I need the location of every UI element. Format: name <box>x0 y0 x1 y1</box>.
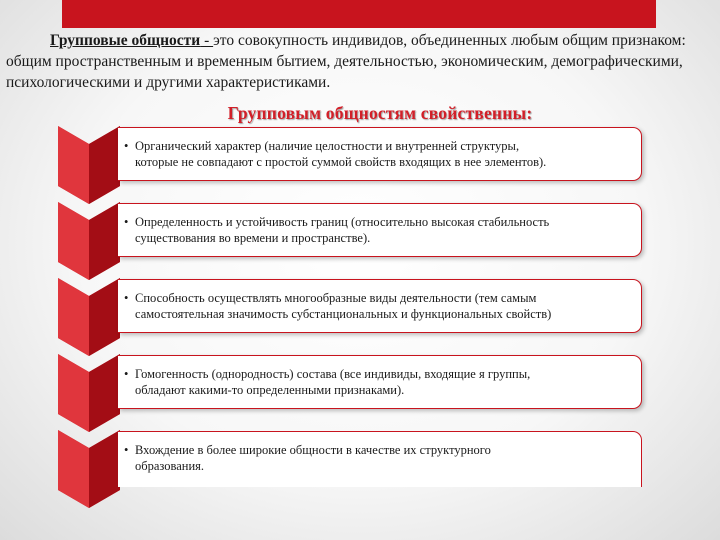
list-item-line1: Органический характер (наличие целостности и внутренней структуры, <box>135 139 520 153</box>
chevron-icon <box>58 278 120 356</box>
bullet-icon: • <box>124 139 129 153</box>
list-item-line2: самостоятельная значимость субстанциональных и функциональных свойств) <box>135 307 552 321</box>
list-item-line2: обладают какими-то определенными признаками). <box>135 383 405 397</box>
top-accent-bar <box>62 0 656 28</box>
chevron-icon <box>58 430 120 508</box>
definition-paragraph <box>6 30 714 93</box>
list-item-line1: Гомогенность (однородность) состава (все индивиды, входящие я группы, <box>135 367 531 381</box>
bullet-icon: • <box>124 215 129 229</box>
list-item <box>118 203 642 257</box>
list-item <box>118 355 642 409</box>
bullet-icon: • <box>124 291 129 305</box>
list-item-text <box>124 138 633 170</box>
bullet-icon: • <box>124 367 129 381</box>
list-item-line1: Способность осуществлять многообразные виды деятельности (тем самым <box>135 291 537 305</box>
bullet-icon: • <box>124 443 129 457</box>
list-item-line2: образования. <box>135 459 205 473</box>
list-item-line1: Вхождение в более широкие общности в качестве их структурного <box>135 443 491 457</box>
list-item <box>118 431 642 487</box>
list-item-line2: которые не совпадают с простой суммой свойств входящих в нее элементов). <box>135 155 547 169</box>
list-item-line2: существования во времени и пространстве). <box>135 231 371 245</box>
chevron-icon <box>58 354 120 432</box>
list-item-text <box>124 214 633 246</box>
definition-text: это совокупность индивидов, объединенных любым общим признаком: общим пространственным и временным бытием, деятельностью, экономическим, демографическими, психологическими и другими характеристиками. <box>6 32 686 91</box>
list-item-line1: Определенность и устойчивость границ (относительно высокая стабильность <box>135 215 550 229</box>
definition-dash: - <box>200 32 214 49</box>
list-item-text <box>124 442 633 474</box>
list-item <box>118 279 642 333</box>
definition-term: Групповые общности <box>50 32 201 49</box>
list-item-text <box>124 290 633 322</box>
chevron-icon <box>58 202 120 280</box>
section-subtitle: Групповым общностям свойственны: <box>227 103 533 123</box>
chevron-icon <box>58 126 120 204</box>
list-item <box>118 127 642 181</box>
list-item-text <box>124 366 633 398</box>
